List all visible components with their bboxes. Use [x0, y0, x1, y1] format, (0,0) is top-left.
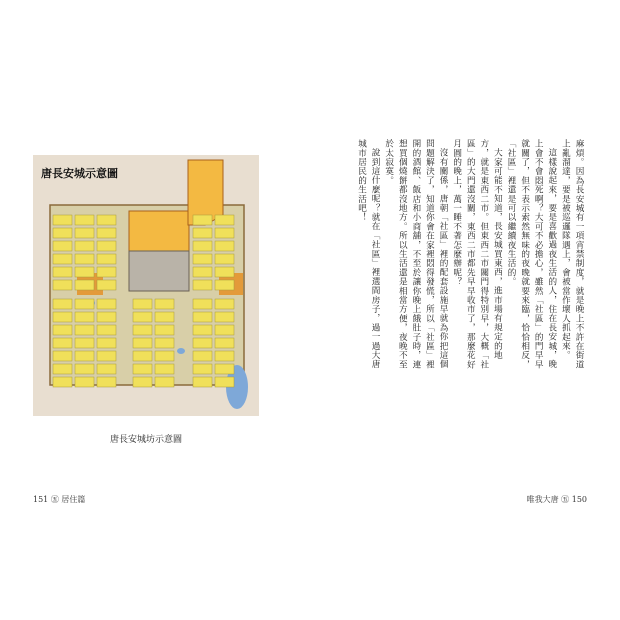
ward-block [155, 312, 174, 322]
ward-block [97, 325, 116, 335]
ward-block [193, 215, 212, 225]
ward-block [133, 325, 152, 335]
ward-block [75, 241, 94, 251]
ward-block [53, 312, 72, 322]
ward-block [193, 267, 212, 277]
ward-block [53, 254, 72, 264]
ward-block [75, 299, 94, 309]
ward-block [75, 228, 94, 238]
ward-block [155, 351, 174, 361]
ward-block [75, 267, 94, 277]
palace-city [129, 211, 189, 251]
ward-block [133, 299, 152, 309]
ward-block [193, 377, 212, 387]
ward-block [53, 325, 72, 335]
page-number-left: 151 ㊄ 居住篇 [33, 495, 86, 504]
ward-block [215, 241, 234, 251]
ward-block [193, 241, 212, 251]
ward-block [97, 364, 116, 374]
ward-block [215, 364, 234, 374]
ward-block [133, 351, 152, 361]
ward-block [75, 338, 94, 348]
ward-block [97, 351, 116, 361]
ward-block [155, 325, 174, 335]
paragraph: 沒有關係，唐朝「社區」裡的配套設施早就為你把這個問題解決了，知道你會在家裡悶得發慌，所以「社區」裡開的酒館、飯店和小商舖，不至於讓你晚上餓肚子時，連想買個燒餅都沒地方。所以生活還是相當方便，夜晚不至於太寂寞。 [383, 139, 449, 370]
ward-block [53, 338, 72, 348]
ward-block [53, 228, 72, 238]
ward-block [193, 299, 212, 309]
ward-block [215, 351, 234, 361]
ward-block [53, 351, 72, 361]
ward-block [133, 338, 152, 348]
imperial-city [129, 251, 189, 291]
ward-block [53, 267, 72, 277]
ward-block [97, 377, 116, 387]
ward-block [75, 254, 94, 264]
ward-block [193, 325, 212, 335]
body-text [354, 139, 585, 371]
pond [177, 348, 185, 354]
ward-block [97, 241, 116, 251]
ward-block [97, 267, 116, 277]
ward-block [193, 228, 212, 238]
ward-block [97, 228, 116, 238]
ward-block [75, 377, 94, 387]
ward-block [97, 215, 116, 225]
ward-block [53, 299, 72, 309]
ward-block [133, 377, 152, 387]
chang-an-map [33, 155, 259, 416]
ward-block [75, 325, 94, 335]
ward-block [97, 299, 116, 309]
ward-block [193, 364, 212, 374]
ward-block [215, 377, 234, 387]
ward-block [53, 241, 72, 251]
ward-block [155, 338, 174, 348]
map-title: 唐長安城示意圖 [41, 167, 118, 180]
ward-block [215, 228, 234, 238]
ward-block [215, 312, 234, 322]
ward-block [215, 280, 234, 290]
ward-block [215, 338, 234, 348]
paragraph: 麻煩。因為長安城有一項宵禁制度，就是晚上不許在街道上亂溜達，要是被巡邏隊遇上，會被當作壞人抓起來。 [560, 139, 584, 369]
map-caption: 唐長安城坊示意圖 [109, 435, 182, 445]
paragraph: 說到這什麼呢？就在「社區」裡選間房子，過一過大唐城市居民的生活吧！ [356, 139, 381, 370]
right-page [310, 0, 620, 620]
ward-block [133, 364, 152, 374]
ward-block [53, 364, 72, 374]
ward-block [75, 312, 94, 322]
ward-block [75, 280, 94, 290]
ward-block [155, 299, 174, 309]
ward-block [75, 215, 94, 225]
ward-block [75, 364, 94, 374]
ward-block [53, 280, 72, 290]
ward-block [53, 377, 72, 387]
ward-block [215, 215, 234, 225]
ward-block [215, 299, 234, 309]
ward-block [155, 377, 174, 387]
ward-block [97, 312, 116, 322]
ward-block [215, 325, 234, 335]
paragraph: 大家可能不知道，長安城買東西，進市場有規定的地方，就是東西二市。但東西二市關門得特別早，大概「社區」的大門還沒關，東西二市都先早早收市了，那麼花好月圓的晚上，萬一睡不著怎麼辦呢？ [451, 139, 503, 369]
ward-block [193, 280, 212, 290]
ward-block [75, 351, 94, 361]
ward-block [155, 364, 174, 374]
ward-block [97, 254, 116, 264]
ward-block [97, 338, 116, 348]
ward-block [193, 351, 212, 361]
ward-block [53, 215, 72, 225]
ward-block [193, 312, 212, 322]
page-number-right: 唯我大唐 ㊄ 150 [526, 495, 587, 504]
ward-block [215, 254, 234, 264]
ward-block [133, 312, 152, 322]
ward-block [193, 338, 212, 348]
ward-block [215, 267, 234, 277]
ward-block [97, 280, 116, 290]
ward-block [193, 254, 212, 264]
paragraph: 這樣說起來，要是喜歡過夜生活的人，住在長安城，晚上會不會悶死啊？大可不必擔心，雖然「社區」的門早早就關了，但不表示索然無味的夜晚就要來臨，恰恰相反，「社區」裡還是可以繼續夜生活的。 [506, 139, 557, 370]
city-map-graphic [33, 155, 259, 416]
